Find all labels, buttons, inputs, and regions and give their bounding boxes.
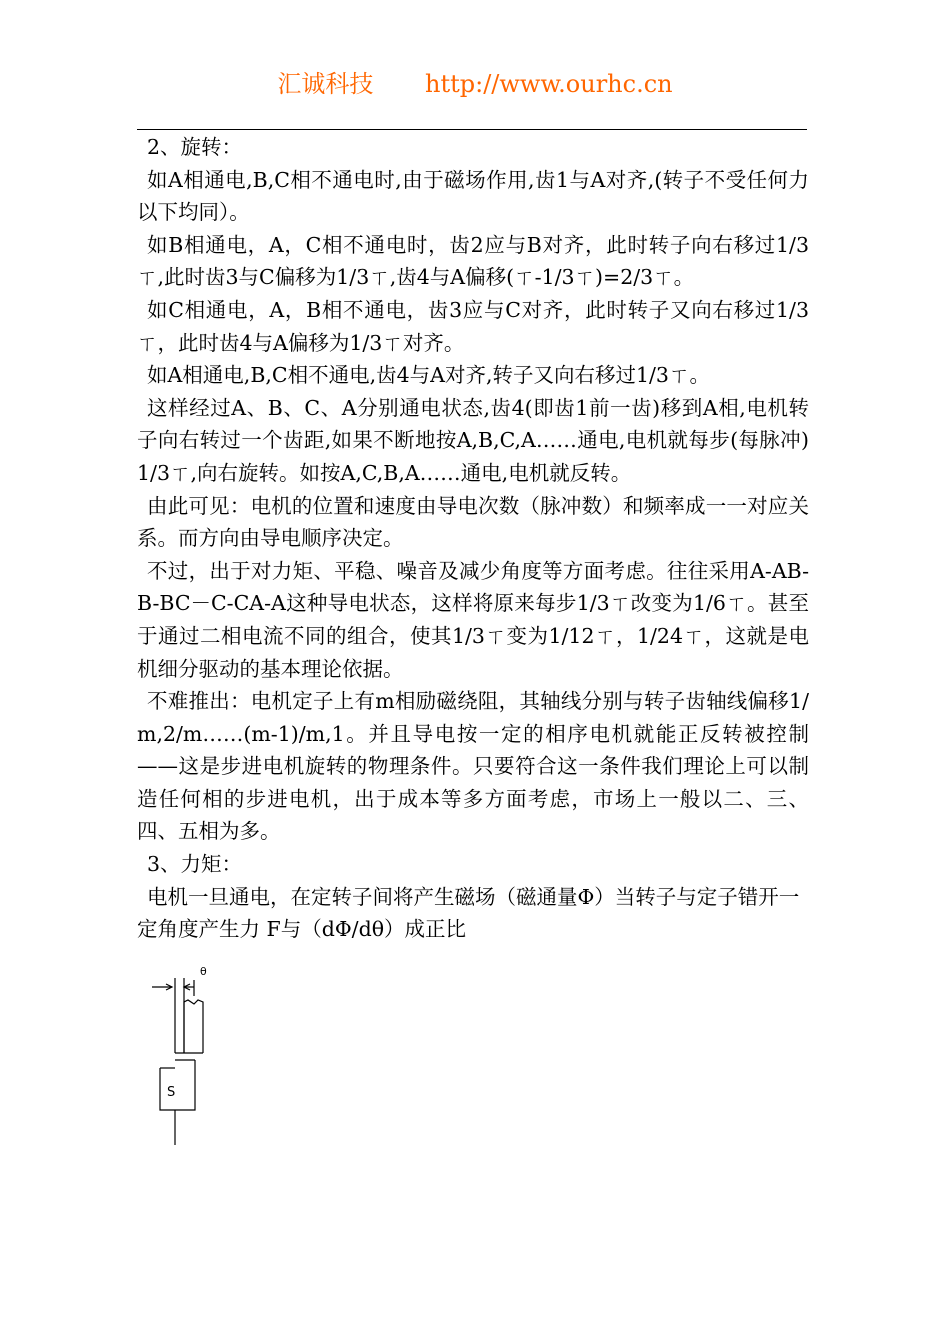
paragraph-phases: 不难推出：电机定子上有m相励磁绕阻，其轴线分别与转子齿轴线偏移1/m,2/m……(m-1)/m,1。并且导电按一定的相序电机就能正反转被控制——这是步进电机旋转的物理条件。只要符合这一条件我们理论上可以制造任何相的步进电机，出于成本等多方面考虑，市场上一般以二、三、四、五相为多。 (137, 689, 809, 844)
paragraph-microstepping: 不过，出于对力矩、平稳、噪音及减少角度等方面考虑。往往采用A-AB-B-BC－C-CA-A这种导电状态，这样将原来每步1/3ㄒ改变为1/6ㄒ。甚至于通过二相电流不同的组合，使其1/3ㄒ变为1/12ㄒ，1/24ㄒ，这就是电机细分驱动的基本理论依据。 (137, 558, 809, 681)
paragraph-conclusion: 由此可见：电机的位置和速度由导电次数（脉冲数）和频率成一一对应关系。而方向由导电顺序决定。 (137, 493, 809, 551)
theta-label: θ (200, 965, 207, 978)
document-body (137, 131, 809, 946)
rotor-tooth (184, 1000, 203, 1053)
paragraph-torque: 电机一旦通电，在定转子间将产生磁场（磁通量Φ）当转子与定子错开一定角度产生力 F与（dΦ/dθ）成正比 (137, 884, 800, 942)
stator-rotor-diagram (150, 960, 230, 1150)
paragraph-phase-a: 如A相通电,B,C相不通电时,由于磁场作用,齿1与A对齐,(转子不受任何力以下均同）。 (137, 167, 809, 225)
header-divider (137, 129, 807, 130)
paragraph-sequence: 这样经过A、B、C、A分别通电状态,齿4(即齿1前一齿)移到A相,电机转子向右转过一个齿距,如果不断地按A,B,C,A……通电,电机就每步(每脉冲)1/3ㄒ,向右旋转。如按A,C,B,A……通电,电机就反转。 (137, 395, 809, 485)
paragraph-phase-a-again: 如A相通电,B,C相不通电,齿4与A对齐,转子又向右移过1/3ㄒ。 (147, 363, 710, 388)
pole-label: S (167, 1085, 176, 1100)
header-brand: 汇诚科技 (277, 70, 374, 98)
paragraph-phase-b: 如B相通电，A，C相不通电时，齿2应与B对齐，此时转子向右移过1/3ㄒ,此时齿3与C偏移为1/3ㄒ,齿4与A偏移(ㄒ-1/3ㄒ)=2/3ㄒ。 (137, 232, 809, 290)
header-url[interactable]: http://www.ourhc.cn (425, 70, 673, 98)
section-heading-torque: 3、力矩： (147, 852, 243, 877)
section-heading-rotation: 2、旋转： (147, 135, 243, 159)
paragraph-phase-c: 如C相通电，A，B相不通电，齿3应与C对齐，此时转子又向右移过1/3ㄒ，此时齿4与A偏移为1/3ㄒ对齐。 (137, 297, 809, 355)
page-header (0, 68, 950, 100)
